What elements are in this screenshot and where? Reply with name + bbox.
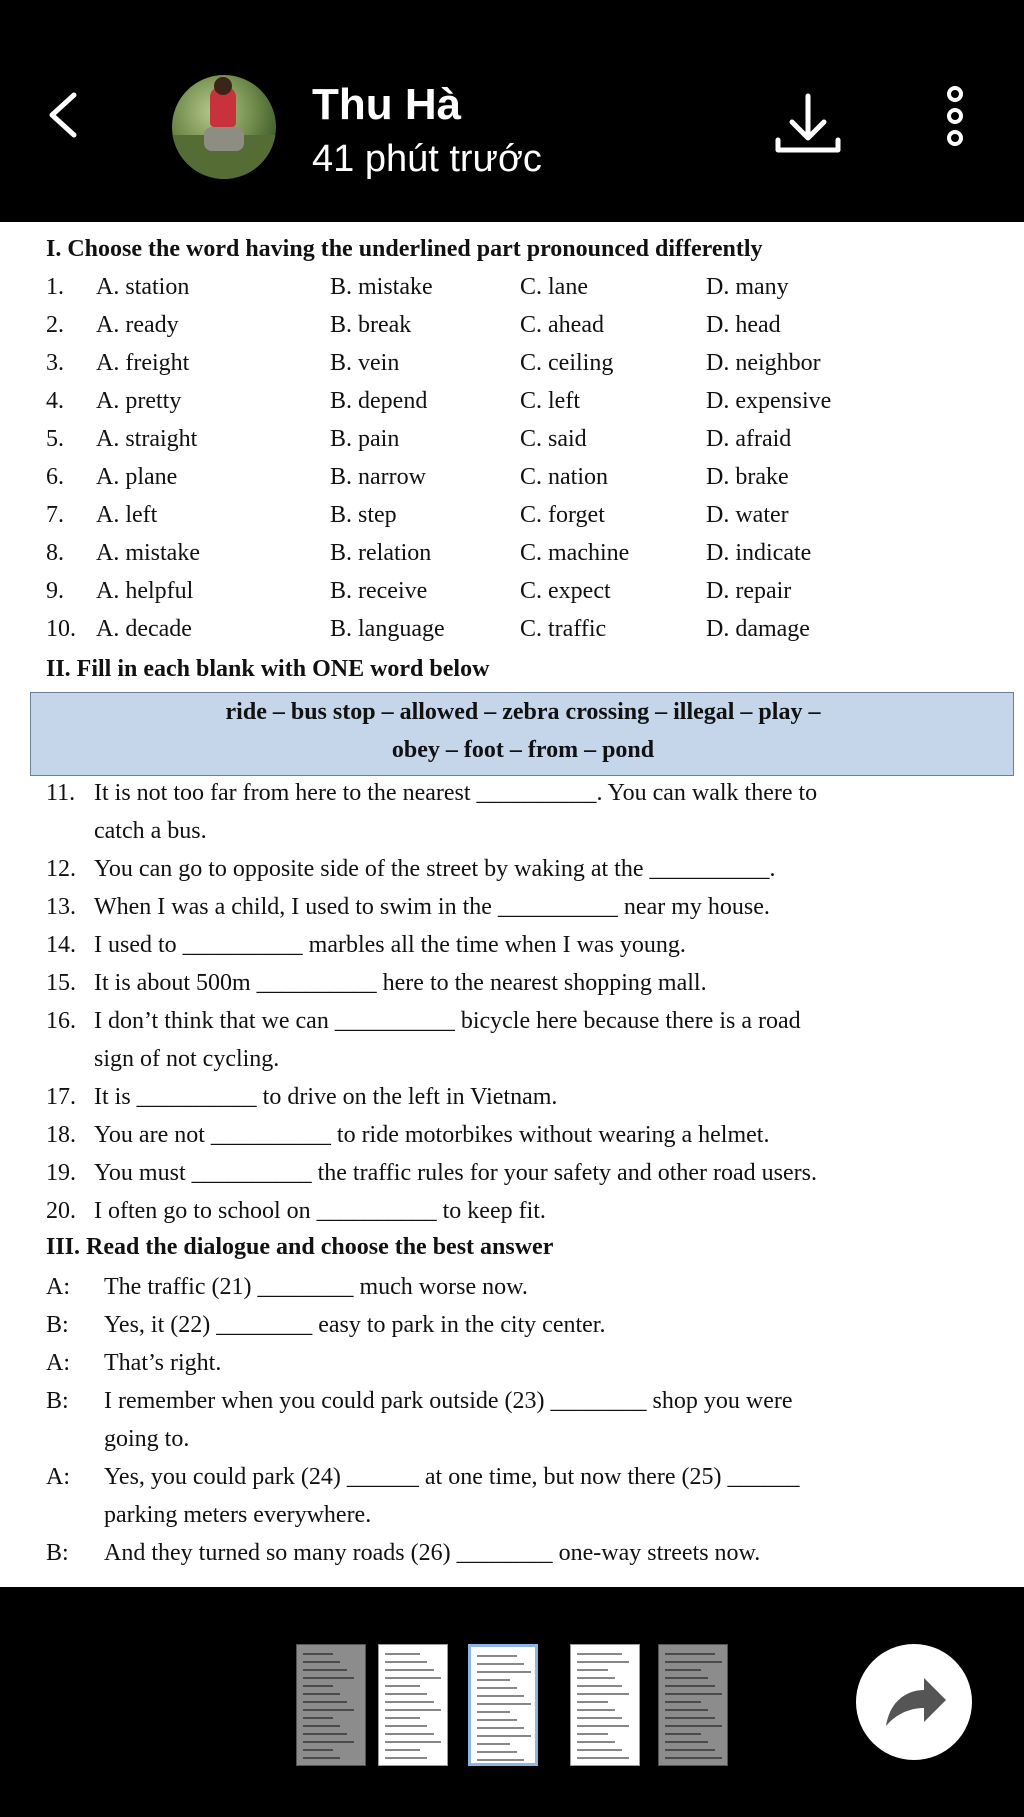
option-d: D. head bbox=[706, 312, 781, 338]
option-c: C. left bbox=[520, 388, 580, 414]
option-a: A. mistake bbox=[96, 540, 200, 566]
top-bar bbox=[0, 0, 1024, 222]
question-row bbox=[0, 502, 1024, 540]
question-text: When I was a child, I used to swim in the __________ near my house. bbox=[94, 894, 770, 920]
question-number: 13. bbox=[46, 894, 76, 920]
dialogue-line: parking meters everywhere. bbox=[104, 1502, 372, 1528]
option-a: A. freight bbox=[96, 350, 190, 376]
option-d: D. water bbox=[706, 502, 789, 528]
question-number: 16. bbox=[46, 1008, 76, 1034]
option-b: B. language bbox=[330, 616, 445, 642]
speaker-label: B: bbox=[46, 1312, 69, 1338]
word-bank-line-1: ride – bus stop – allowed – zebra crossing – illegal – play – bbox=[225, 699, 821, 725]
question-text: It is not too far from here to the nearest __________. You can walk there to bbox=[94, 780, 818, 806]
speaker-label: A: bbox=[46, 1350, 70, 1376]
option-b: B. break bbox=[330, 312, 412, 338]
question-text: I often go to school on __________ to keep fit. bbox=[94, 1198, 546, 1224]
fill-in-question bbox=[46, 818, 1006, 856]
section-3-title: III. Read the dialogue and choose the best answer bbox=[46, 1234, 554, 1260]
word-bank-line-2: obey – foot – from – pond bbox=[391, 737, 655, 763]
question-row bbox=[0, 578, 1024, 616]
back-button[interactable] bbox=[40, 85, 90, 145]
fill-in-question bbox=[46, 856, 1006, 894]
option-d: D. indicate bbox=[706, 540, 812, 566]
question-number: 6. bbox=[46, 464, 64, 490]
page-thumbnail[interactable] bbox=[296, 1644, 366, 1766]
option-b: B. step bbox=[330, 502, 397, 528]
question-number: 19. bbox=[46, 1160, 76, 1186]
fill-in-question bbox=[46, 1008, 1006, 1046]
question-number: 12. bbox=[46, 856, 76, 882]
page-thumbnail[interactable] bbox=[570, 1644, 640, 1766]
question-number: 7. bbox=[46, 502, 64, 528]
more-options-button[interactable] bbox=[940, 84, 970, 148]
option-c: C. traffic bbox=[520, 616, 607, 642]
option-a: A. helpful bbox=[96, 578, 194, 604]
option-c: C. forget bbox=[520, 502, 605, 528]
section-2-title: II. Fill in each blank with ONE word below bbox=[46, 656, 490, 682]
question-number: 15. bbox=[46, 970, 76, 996]
fill-in-question bbox=[46, 1198, 1006, 1236]
option-d: D. damage bbox=[706, 616, 810, 642]
fill-in-question bbox=[46, 970, 1006, 1008]
option-c: C. said bbox=[520, 426, 587, 452]
question-number: 10. bbox=[46, 616, 76, 642]
user-name[interactable]: Thu Hà bbox=[312, 80, 462, 129]
speaker-label: A: bbox=[46, 1464, 70, 1490]
question-number: 8. bbox=[46, 540, 64, 566]
fill-in-question bbox=[46, 894, 1006, 932]
question-row bbox=[0, 274, 1024, 312]
question-number: 18. bbox=[46, 1122, 76, 1148]
question-number: 9. bbox=[46, 578, 64, 604]
question-row bbox=[0, 350, 1024, 388]
question-text: You must __________ the traffic rules for your safety and other road users. bbox=[94, 1160, 817, 1186]
option-c: C. ahead bbox=[520, 312, 604, 338]
question-text: You are not __________ to ride motorbikes without wearing a helmet. bbox=[94, 1122, 770, 1148]
question-number: 14. bbox=[46, 932, 76, 958]
share-arrow-icon bbox=[856, 1644, 972, 1760]
fill-in-question bbox=[46, 932, 1006, 970]
speaker-label: B: bbox=[46, 1388, 69, 1414]
option-c: C. machine bbox=[520, 540, 630, 566]
question-text: You can go to opposite side of the street by waking at the __________. bbox=[94, 856, 776, 882]
download-icon bbox=[774, 92, 842, 156]
option-d: D. many bbox=[706, 274, 789, 300]
question-number: 2. bbox=[46, 312, 64, 338]
page-thumbnail[interactable] bbox=[468, 1644, 538, 1766]
fill-in-question bbox=[46, 1046, 1006, 1084]
dialogue-line: The traffic (21) ________ much worse now. bbox=[104, 1274, 528, 1300]
dialogue-line: Yes, you could park (24) ______ at one time, but now there (25) ______ bbox=[104, 1464, 800, 1490]
worksheet-image bbox=[0, 222, 1024, 1587]
option-c: C. lane bbox=[520, 274, 588, 300]
question-number: 11. bbox=[46, 780, 76, 806]
option-c: C. nation bbox=[520, 464, 608, 490]
question-number: 3. bbox=[46, 350, 64, 376]
download-button[interactable] bbox=[774, 92, 842, 156]
question-row bbox=[0, 616, 1024, 654]
dialogue-line: And they turned so many roads (26) ________ one-way streets now. bbox=[104, 1540, 761, 1566]
dialogue-line: going to. bbox=[104, 1426, 190, 1452]
dialogue-line: I remember when you could park outside (23) ________ shop you were bbox=[104, 1388, 793, 1414]
question-text: catch a bus. bbox=[94, 818, 207, 844]
option-a: A. plane bbox=[96, 464, 178, 490]
question-number: 4. bbox=[46, 388, 64, 414]
option-d: D. brake bbox=[706, 464, 789, 490]
option-b: B. relation bbox=[330, 540, 432, 566]
option-b: B. vein bbox=[330, 350, 400, 376]
more-vertical-icon bbox=[940, 84, 970, 148]
post-time: 41 phút trước bbox=[312, 138, 542, 180]
page-thumbnail[interactable] bbox=[658, 1644, 728, 1766]
speaker-label: A: bbox=[46, 1274, 70, 1300]
word-bank-box bbox=[30, 692, 1014, 776]
fill-in-question bbox=[46, 780, 1006, 818]
question-row bbox=[0, 426, 1024, 464]
question-text: sign of not cycling. bbox=[94, 1046, 280, 1072]
question-number: 20. bbox=[46, 1198, 76, 1224]
bottom-bar bbox=[0, 1587, 1024, 1817]
option-d: D. neighbor bbox=[706, 350, 821, 376]
option-b: B. depend bbox=[330, 388, 428, 414]
page-thumbnail[interactable] bbox=[378, 1644, 448, 1766]
option-b: B. receive bbox=[330, 578, 428, 604]
option-d: D. expensive bbox=[706, 388, 832, 414]
option-a: A. straight bbox=[96, 426, 198, 452]
fill-in-question bbox=[46, 1160, 1006, 1198]
option-b: B. mistake bbox=[330, 274, 433, 300]
fill-in-question bbox=[46, 1122, 1006, 1160]
speaker-label: B: bbox=[46, 1540, 69, 1566]
option-a: A. left bbox=[96, 502, 158, 528]
option-d: D. repair bbox=[706, 578, 792, 604]
question-row bbox=[0, 464, 1024, 502]
share-button[interactable] bbox=[856, 1644, 972, 1760]
option-b: B. narrow bbox=[330, 464, 426, 490]
question-text: I used to __________ marbles all the time when I was young. bbox=[94, 932, 686, 958]
option-a: A. ready bbox=[96, 312, 179, 338]
question-number: 17. bbox=[46, 1084, 76, 1110]
option-a: A. station bbox=[96, 274, 190, 300]
option-b: B. pain bbox=[330, 426, 400, 452]
question-row bbox=[0, 312, 1024, 350]
dialogue-line: That’s right. bbox=[104, 1350, 222, 1376]
question-number: 1. bbox=[46, 274, 64, 300]
avatar[interactable] bbox=[172, 75, 276, 179]
option-a: A. pretty bbox=[96, 388, 182, 414]
section-1-title: I. Choose the word having the underlined part pronounced differently bbox=[46, 236, 763, 262]
option-d: D. afraid bbox=[706, 426, 792, 452]
question-number: 5. bbox=[46, 426, 64, 452]
question-row bbox=[0, 388, 1024, 426]
question-text: It is about 500m __________ here to the nearest shopping mall. bbox=[94, 970, 707, 996]
question-text: It is __________ to drive on the left in Vietnam. bbox=[94, 1084, 558, 1110]
dialogue-line: Yes, it (22) ________ easy to park in the city center. bbox=[104, 1312, 606, 1338]
option-a: A. decade bbox=[96, 616, 192, 642]
question-row bbox=[0, 540, 1024, 578]
fill-in-question bbox=[46, 1084, 1006, 1122]
back-icon bbox=[40, 85, 90, 145]
option-c: C. ceiling bbox=[520, 350, 614, 376]
option-c: C. expect bbox=[520, 578, 611, 604]
question-text: I don’t think that we can __________ bicycle here because there is a road bbox=[94, 1008, 801, 1034]
